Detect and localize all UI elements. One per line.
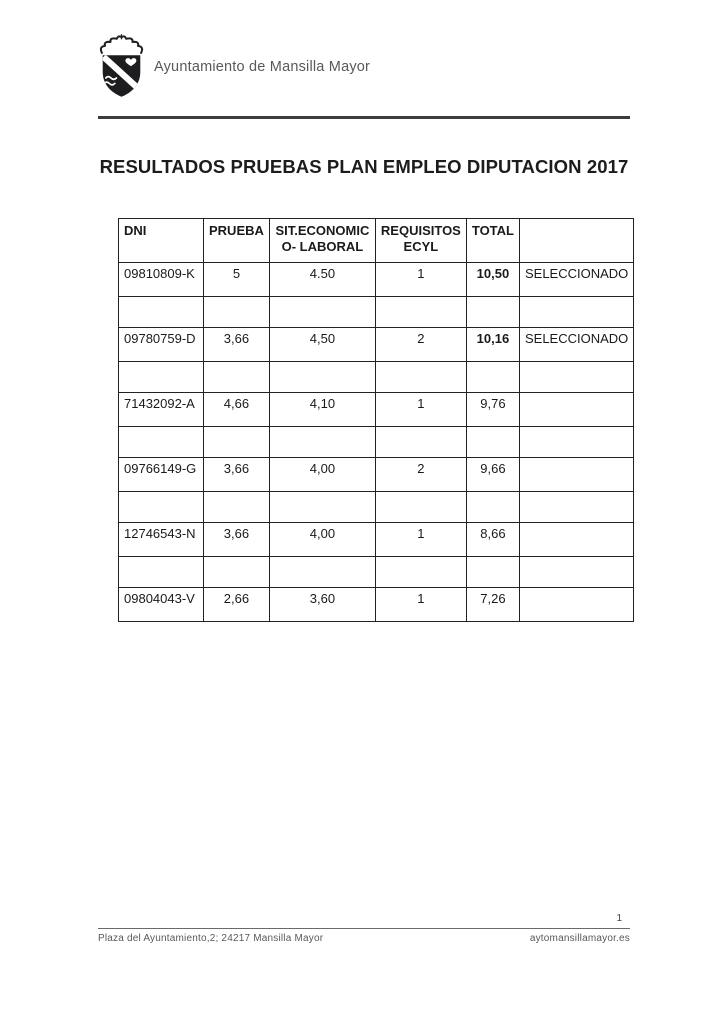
footer bbox=[98, 933, 630, 944]
cell-prueba: 3,66 bbox=[204, 523, 270, 557]
org-name: Ayuntamiento de Mansilla Mayor bbox=[154, 59, 371, 75]
cell-requisitos: 2 bbox=[375, 328, 466, 362]
cell-requisitos: 1 bbox=[375, 263, 466, 297]
col-header-dni: DNI bbox=[119, 219, 204, 263]
table-row bbox=[119, 328, 634, 362]
table-row bbox=[119, 523, 634, 557]
col-header-total: TOTAL bbox=[466, 219, 519, 263]
cell-sit-economico: 3,60 bbox=[269, 588, 375, 622]
cell-prueba: 5 bbox=[204, 263, 270, 297]
table-row bbox=[119, 263, 634, 297]
page-title: RESULTADOS PRUEBAS PLAN EMPLEO DIPUTACION 2017 bbox=[99, 156, 629, 177]
spacer-row bbox=[119, 297, 634, 328]
cell-prueba: 3,66 bbox=[204, 458, 270, 492]
table-header-row bbox=[119, 219, 634, 263]
table-row bbox=[119, 588, 634, 622]
cell-sit-economico: 4,50 bbox=[269, 328, 375, 362]
cell-total: 9,76 bbox=[466, 393, 519, 427]
town-crest-icon bbox=[98, 34, 145, 100]
cell-dni: 12746543-N bbox=[119, 523, 204, 557]
cell-dni: 09780759-D bbox=[119, 328, 204, 362]
cell-total: 8,66 bbox=[466, 523, 519, 557]
cell-dni: 09804043-V bbox=[119, 588, 204, 622]
cell-total: 9,66 bbox=[466, 458, 519, 492]
col-header-requisitos-ecyl: REQUISITOS ECYL bbox=[375, 219, 466, 263]
cell-prueba: 4,66 bbox=[204, 393, 270, 427]
cell-dni: 09810809-K bbox=[119, 263, 204, 297]
spacer-row bbox=[119, 362, 634, 393]
cell-sit-economico: 4,00 bbox=[269, 458, 375, 492]
cell-total: 10,16 bbox=[466, 328, 519, 362]
cell-prueba: 3,66 bbox=[204, 328, 270, 362]
cell-estado bbox=[519, 588, 633, 622]
cell-estado bbox=[519, 393, 633, 427]
cell-total: 7,26 bbox=[466, 588, 519, 622]
footer-divider bbox=[98, 928, 630, 929]
cell-sit-economico: 4,10 bbox=[269, 393, 375, 427]
spacer-row bbox=[119, 492, 634, 523]
results-table bbox=[118, 218, 634, 622]
cell-estado bbox=[519, 523, 633, 557]
footer-website: aytomansillamayor.es bbox=[529, 933, 630, 944]
cell-sit-economico: 4.50 bbox=[269, 263, 375, 297]
table-row bbox=[119, 393, 634, 427]
cell-total: 10,50 bbox=[466, 263, 519, 297]
cell-requisitos: 1 bbox=[375, 588, 466, 622]
col-header-prueba: PRUEBA bbox=[204, 219, 270, 263]
cell-requisitos: 1 bbox=[375, 523, 466, 557]
cell-requisitos: 1 bbox=[375, 393, 466, 427]
cell-dni: 09766149-G bbox=[119, 458, 204, 492]
col-header-estado bbox=[519, 219, 633, 263]
letterhead bbox=[98, 34, 370, 100]
header-divider bbox=[98, 116, 630, 119]
table-row bbox=[119, 458, 634, 492]
page-number: 1 bbox=[616, 913, 622, 924]
footer-address: Plaza del Ayuntamiento,2; 24217 Mansilla Mayor bbox=[98, 933, 324, 944]
spacer-row bbox=[119, 427, 634, 458]
cell-dni: 71432092-A bbox=[119, 393, 204, 427]
col-header-sit-economico: SIT.ECONOMIC O- LABORAL bbox=[269, 219, 375, 263]
cell-sit-economico: 4,00 bbox=[269, 523, 375, 557]
cell-estado bbox=[519, 458, 633, 492]
cell-estado: SELECCIONADO bbox=[519, 328, 633, 362]
cell-requisitos: 2 bbox=[375, 458, 466, 492]
cell-prueba: 2,66 bbox=[204, 588, 270, 622]
spacer-row bbox=[119, 557, 634, 588]
cell-estado: SELECCIONADO bbox=[519, 263, 633, 297]
